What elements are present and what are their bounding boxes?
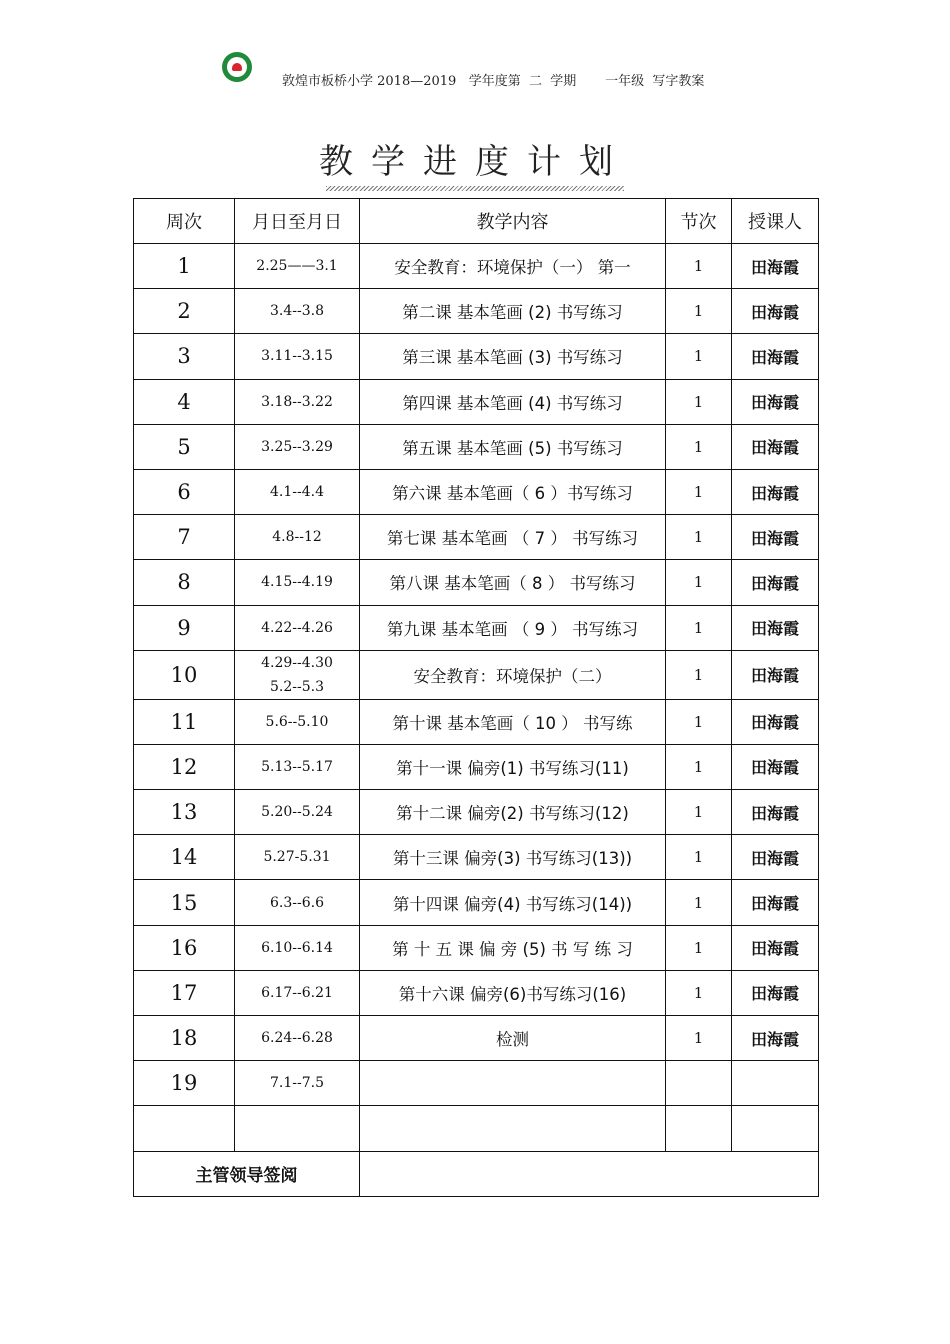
teacher-cell: 田海霞 <box>732 699 819 744</box>
teacher-cell: 田海霞 <box>732 1016 819 1061</box>
week-cell: 5 <box>134 424 235 469</box>
date-cell: 3.25--3.29 <box>235 424 360 469</box>
lessons-cell: 1 <box>666 699 732 744</box>
signature-row <box>134 1151 819 1196</box>
week-cell: 4 <box>134 379 235 424</box>
signature-label <box>134 1151 360 1196</box>
week-cell: 1 <box>134 244 235 289</box>
week-cell: 7 <box>134 515 235 560</box>
lessons-cell: 1 <box>666 469 732 514</box>
date-cell: 4.1--4.4 <box>235 469 360 514</box>
lessons-cell: 1 <box>666 790 732 835</box>
week-cell: 8 <box>134 560 235 605</box>
signature-label-text: 主管领导签阅 <box>195 1166 298 1187</box>
content-cell: 安全教育：环境保护（一） 第一 <box>360 244 666 289</box>
week-cell: 10 <box>134 650 235 699</box>
lessons-cell: 1 <box>666 244 732 289</box>
lessons-cell: 1 <box>666 835 732 880</box>
week-cell: 13 <box>134 790 235 835</box>
teacher-cell: 田海霞 <box>732 469 819 514</box>
table-row <box>134 650 819 699</box>
header-lessons: 节次 <box>666 199 732 244</box>
content-cell: 第八课 基本笔画（ 8 ） 书写练习 <box>360 560 666 605</box>
content-cell: 第十六课 偏旁(6)书写练习(16) <box>360 970 666 1015</box>
date-cell: 3.4--3.8 <box>235 289 360 334</box>
table-row <box>134 790 819 835</box>
lessons-cell: 1 <box>666 970 732 1015</box>
content-cell: 第六课 基本笔画（ 6 ）书写练习 <box>360 469 666 514</box>
lessons-cell <box>666 1061 732 1106</box>
date-cell: 2.25——3.1 <box>235 244 360 289</box>
page-title: 教学进度计划 <box>319 142 631 182</box>
lessons-cell: 1 <box>666 424 732 469</box>
page-header: 敦煌市板桥小学 2018—2019 学年度第 二 学期 一年级 写字教案 <box>282 74 705 89</box>
teacher-cell: 田海霞 <box>732 835 819 880</box>
teacher-cell: 田海霞 <box>732 379 819 424</box>
content-cell: 第三课 基本笔画 (3) 书写练习 <box>360 334 666 379</box>
teacher-cell <box>732 1061 819 1106</box>
table-row <box>134 379 819 424</box>
lessons-cell: 1 <box>666 379 732 424</box>
content-cell <box>360 1061 666 1106</box>
teacher-cell <box>732 1106 819 1151</box>
date-cell: 6.17--6.21 <box>235 970 360 1015</box>
date-cell: 7.1--7.5 <box>235 1061 360 1106</box>
content-cell: 检测 <box>360 1016 666 1061</box>
school-logo-icon <box>222 52 252 82</box>
lessons-cell: 1 <box>666 605 732 650</box>
lessons-cell: 1 <box>666 560 732 605</box>
title-underline <box>326 186 624 191</box>
lessons-cell: 1 <box>666 925 732 970</box>
lessons-cell: 1 <box>666 334 732 379</box>
header-teacher: 授课人 <box>732 199 819 244</box>
content-cell: 第十二课 偏旁(2) 书写练习(12) <box>360 790 666 835</box>
teacher-cell: 田海霞 <box>732 790 819 835</box>
lessons-cell: 1 <box>666 650 732 699</box>
content-cell: 第十四课 偏旁(4) 书写练习(14)) <box>360 880 666 925</box>
date-range: 4.29--4.30 <box>261 654 333 671</box>
content-cell: 第二课 基本笔画 (2) 书写练习 <box>360 289 666 334</box>
content-cell: 第四课 基本笔画 (4) 书写练习 <box>360 379 666 424</box>
date-cell: 5.6--5.10 <box>235 699 360 744</box>
content-cell: 第七课 基本笔画 （ 7 ） 书写练习 <box>360 515 666 560</box>
teacher-cell: 田海霞 <box>732 970 819 1015</box>
teacher-cell: 田海霞 <box>732 880 819 925</box>
week-cell: 19 <box>134 1061 235 1106</box>
week-cell: 6 <box>134 469 235 514</box>
teacher-cell: 田海霞 <box>732 244 819 289</box>
week-cell: 9 <box>134 605 235 650</box>
date-cell: 5.27-5.31 <box>235 835 360 880</box>
week-cell: 18 <box>134 1016 235 1061</box>
content-cell <box>360 1106 666 1151</box>
date-cell: 4.8--12 <box>235 515 360 560</box>
week-cell: 2 <box>134 289 235 334</box>
date-cell: 6.3--6.6 <box>235 880 360 925</box>
table-row <box>134 880 819 925</box>
table-row <box>134 1016 819 1061</box>
teacher-cell: 田海霞 <box>732 744 819 789</box>
date-cell <box>235 650 360 699</box>
teacher-cell: 田海霞 <box>732 650 819 699</box>
table-row <box>134 1061 819 1106</box>
table-row <box>134 289 819 334</box>
header-content: 教学内容 <box>360 199 666 244</box>
content-cell: 第十三课 偏旁(3) 书写练习(13)) <box>360 835 666 880</box>
week-cell: 16 <box>134 925 235 970</box>
table-row <box>134 970 819 1015</box>
teacher-cell: 田海霞 <box>732 560 819 605</box>
table-row <box>134 744 819 789</box>
week-cell: 12 <box>134 744 235 789</box>
date-cell: 3.11--3.15 <box>235 334 360 379</box>
lessons-cell: 1 <box>666 515 732 560</box>
table-row <box>134 925 819 970</box>
week-cell: 14 <box>134 835 235 880</box>
lessons-cell: 1 <box>666 1016 732 1061</box>
date-range-second: 5.2--5.3 <box>270 678 324 695</box>
table-row <box>134 334 819 379</box>
content-cell: 第五课 基本笔画 (5) 书写练习 <box>360 424 666 469</box>
lessons-cell: 1 <box>666 744 732 789</box>
header-week: 周次 <box>134 199 235 244</box>
teacher-cell: 田海霞 <box>732 605 819 650</box>
teacher-cell: 田海霞 <box>732 334 819 379</box>
table-row <box>134 560 819 605</box>
date-cell: 6.24--6.28 <box>235 1016 360 1061</box>
table-row <box>134 424 819 469</box>
table-row <box>134 244 819 289</box>
teacher-cell: 田海霞 <box>732 424 819 469</box>
table-row <box>134 469 819 514</box>
signature-field[interactable] <box>360 1151 819 1196</box>
date-cell: 3.18--3.22 <box>235 379 360 424</box>
teacher-cell: 田海霞 <box>732 925 819 970</box>
teacher-cell: 田海霞 <box>732 515 819 560</box>
date-cell: 4.15--4.19 <box>235 560 360 605</box>
schedule-table <box>133 198 819 1197</box>
table-row <box>134 699 819 744</box>
table-row <box>134 605 819 650</box>
date-cell <box>235 1106 360 1151</box>
table-row <box>134 515 819 560</box>
date-cell: 6.10--6.14 <box>235 925 360 970</box>
week-cell: 15 <box>134 880 235 925</box>
content-cell: 第 十 五 课 偏 旁 (5) 书 写 练 习 <box>360 925 666 970</box>
week-cell <box>134 1106 235 1151</box>
content-cell: 第十课 基本笔画（ 10 ） 书写练 <box>360 699 666 744</box>
table-header-row <box>134 199 819 244</box>
week-cell: 3 <box>134 334 235 379</box>
table-row <box>134 1106 819 1151</box>
date-cell: 5.20--5.24 <box>235 790 360 835</box>
week-cell: 17 <box>134 970 235 1015</box>
week-cell: 11 <box>134 699 235 744</box>
table-row <box>134 835 819 880</box>
lessons-cell: 1 <box>666 880 732 925</box>
lessons-cell: 1 <box>666 289 732 334</box>
content-cell: 第十一课 偏旁(1) 书写练习(11) <box>360 744 666 789</box>
header-dates: 月日至月日 <box>235 199 360 244</box>
date-cell: 4.22--4.26 <box>235 605 360 650</box>
lessons-cell <box>666 1106 732 1151</box>
date-cell: 5.13--5.17 <box>235 744 360 789</box>
content-cell: 安全教育：环境保护（二） <box>360 650 666 699</box>
content-cell: 第九课 基本笔画 （ 9 ） 书写练习 <box>360 605 666 650</box>
teacher-cell: 田海霞 <box>732 289 819 334</box>
